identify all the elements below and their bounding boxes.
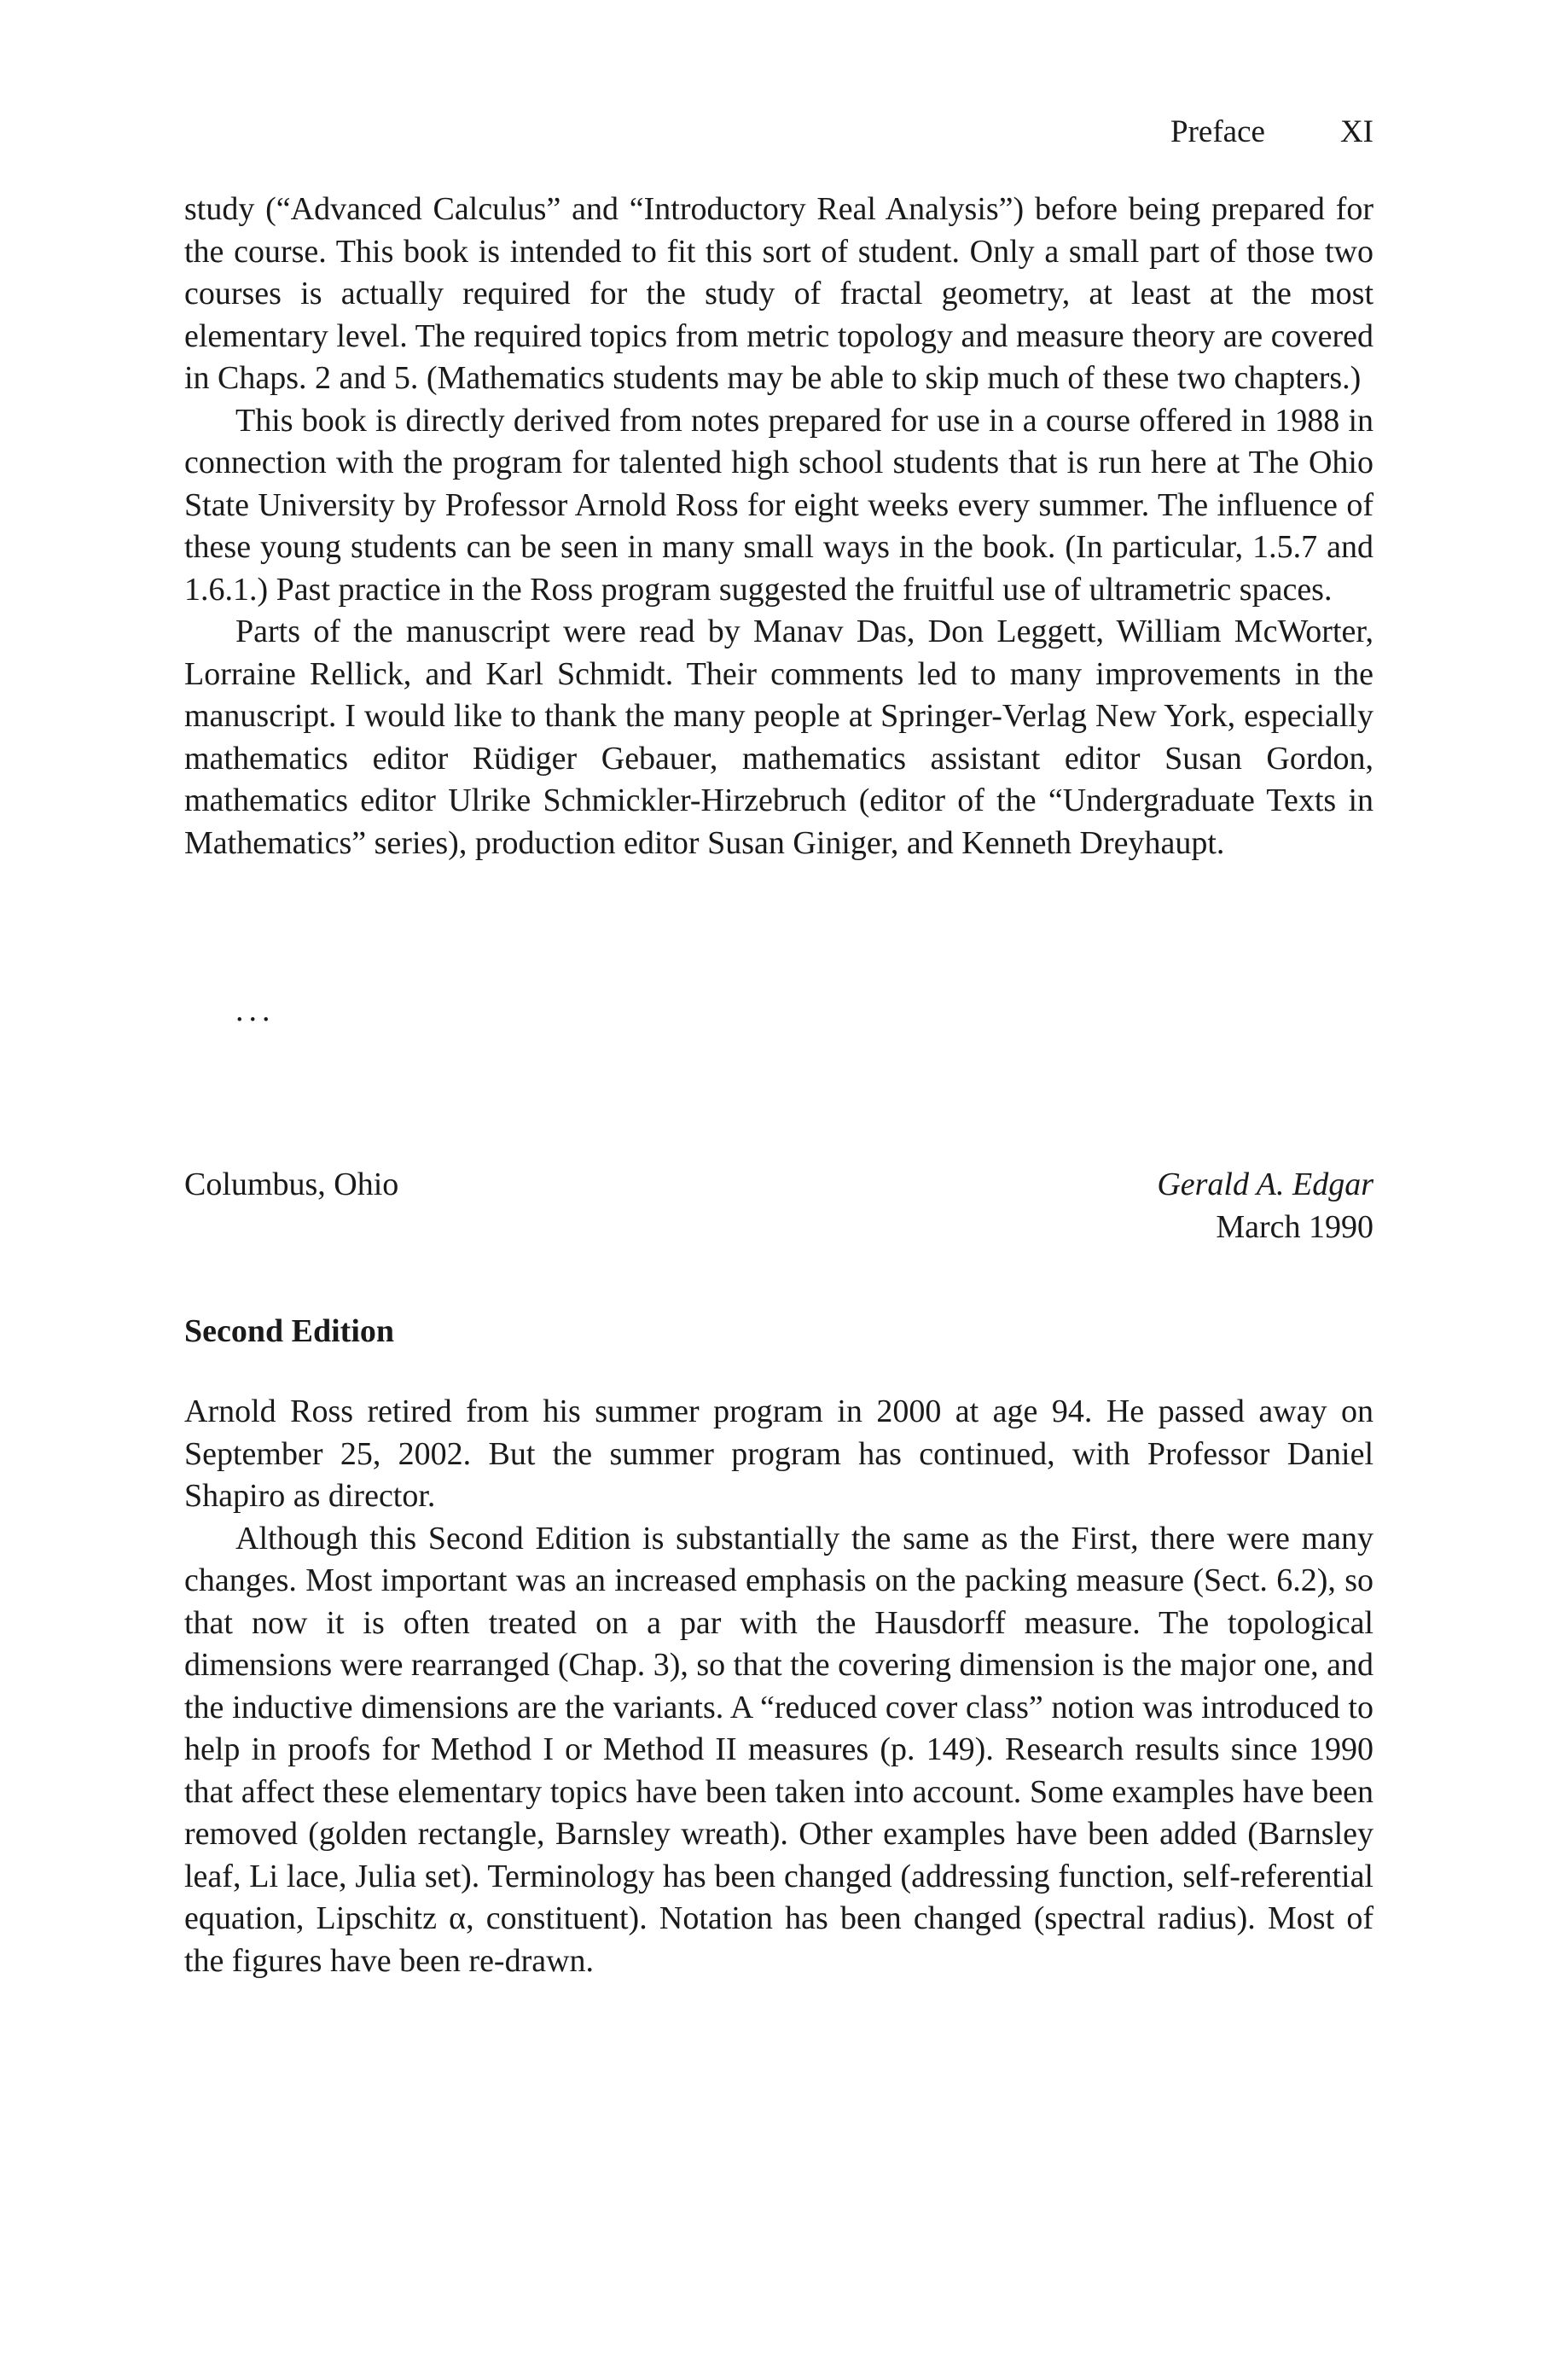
paragraph-ross-program: This book is directly derived from notes prepared for use in a course offered in 1988 in connection with the program for talented high school students that is run here at The Ohio State University by Professor Arnold Ross for eight weeks every summer. The influence of these young students can be seen in many small ways in the book. (In particular, 1.5.7 and 1.6.1.) Past practice in the Ross program suggested the fruitful use of ultrametric spaces. bbox=[184, 402, 1373, 608]
second-edition-text bbox=[184, 1391, 1373, 1982]
paragraph-ross-retired: Arnold Ross retired from his summer program in 2000 at age 94. He passed away on September 25, 2002. But the summer program has continued, with Professor Daniel Shapiro as director. bbox=[184, 1393, 1373, 1514]
page-number: XI bbox=[1339, 114, 1373, 149]
signature-author: Gerald A. Edgar bbox=[1157, 1167, 1373, 1202]
book-page bbox=[184, 0, 1373, 2368]
signature-date: March 1990 bbox=[1216, 1209, 1373, 1245]
running-head-title: Preface bbox=[1170, 114, 1265, 149]
first-edition-text bbox=[184, 189, 1373, 864]
signature-block bbox=[1157, 1163, 1373, 1248]
section-heading: Second Edition bbox=[184, 1313, 395, 1349]
paragraph-acknowledgements: Parts of the manuscript were read by Manav Das, Don Leggett, William McWorter, Lorraine Rellick, and Karl Schmidt. Their comments led to many improvements in the manuscript. I would like to thank the many people at Springer-Verlag New York, especially mathematics editor Rüdiger Gebauer, mathematics assistant editor Susan Gordon, mathematics editor Ulrike Schmickler-Hirzebruch (editor of the “Undergraduate Texts in Mathematics” series), production editor Susan Giniger, and Kenneth Dreyhaupt. bbox=[184, 614, 1373, 861]
paragraph-continued: study (“Advanced Calculus” and “Introductory Real Analysis”) before being prepared for the course. This book is intended to fit this sort of student. Only a small part of those two courses is actually required for the study of fractal geometry, at least at the most elementary level. The required topics from metric topology and measure theory are covered in Chaps. 2 and 5. (Mathematics students may be able to skip much of these two chapters.) bbox=[184, 191, 1373, 396]
signature-place: Columbus, Ohio bbox=[184, 1167, 399, 1202]
running-head bbox=[1170, 113, 1373, 152]
paragraph-changes: Although this Second Edition is substantially the same as the First, there were many changes. Most important was an increased emphasis on the packing measure (Sect. 6.2), so that now it is often treated on a par with the Hausdorff measure. The topological dimensions were rearranged (Chap. 3), so that the covering dimension is the major one, and the inductive dimensions are the variants. A “reduced cover class” notion was introduced to help in proofs for Method I or Method II measures (p. 149). Research results since 1990 that affect these elementary topics have been taken into account. Some examples have been removed (golden rectangle, Barnsley wreath). Other examples have been added (Barnsley leaf, Li lace, Julia set). Terminology has been changed (addressing function, self-referential equation, Lipschitz α, constituent). Notation has been changed (spectral radius). Most of the figures have been re-drawn. bbox=[184, 1520, 1373, 1979]
ellipsis: ... bbox=[235, 992, 276, 1028]
